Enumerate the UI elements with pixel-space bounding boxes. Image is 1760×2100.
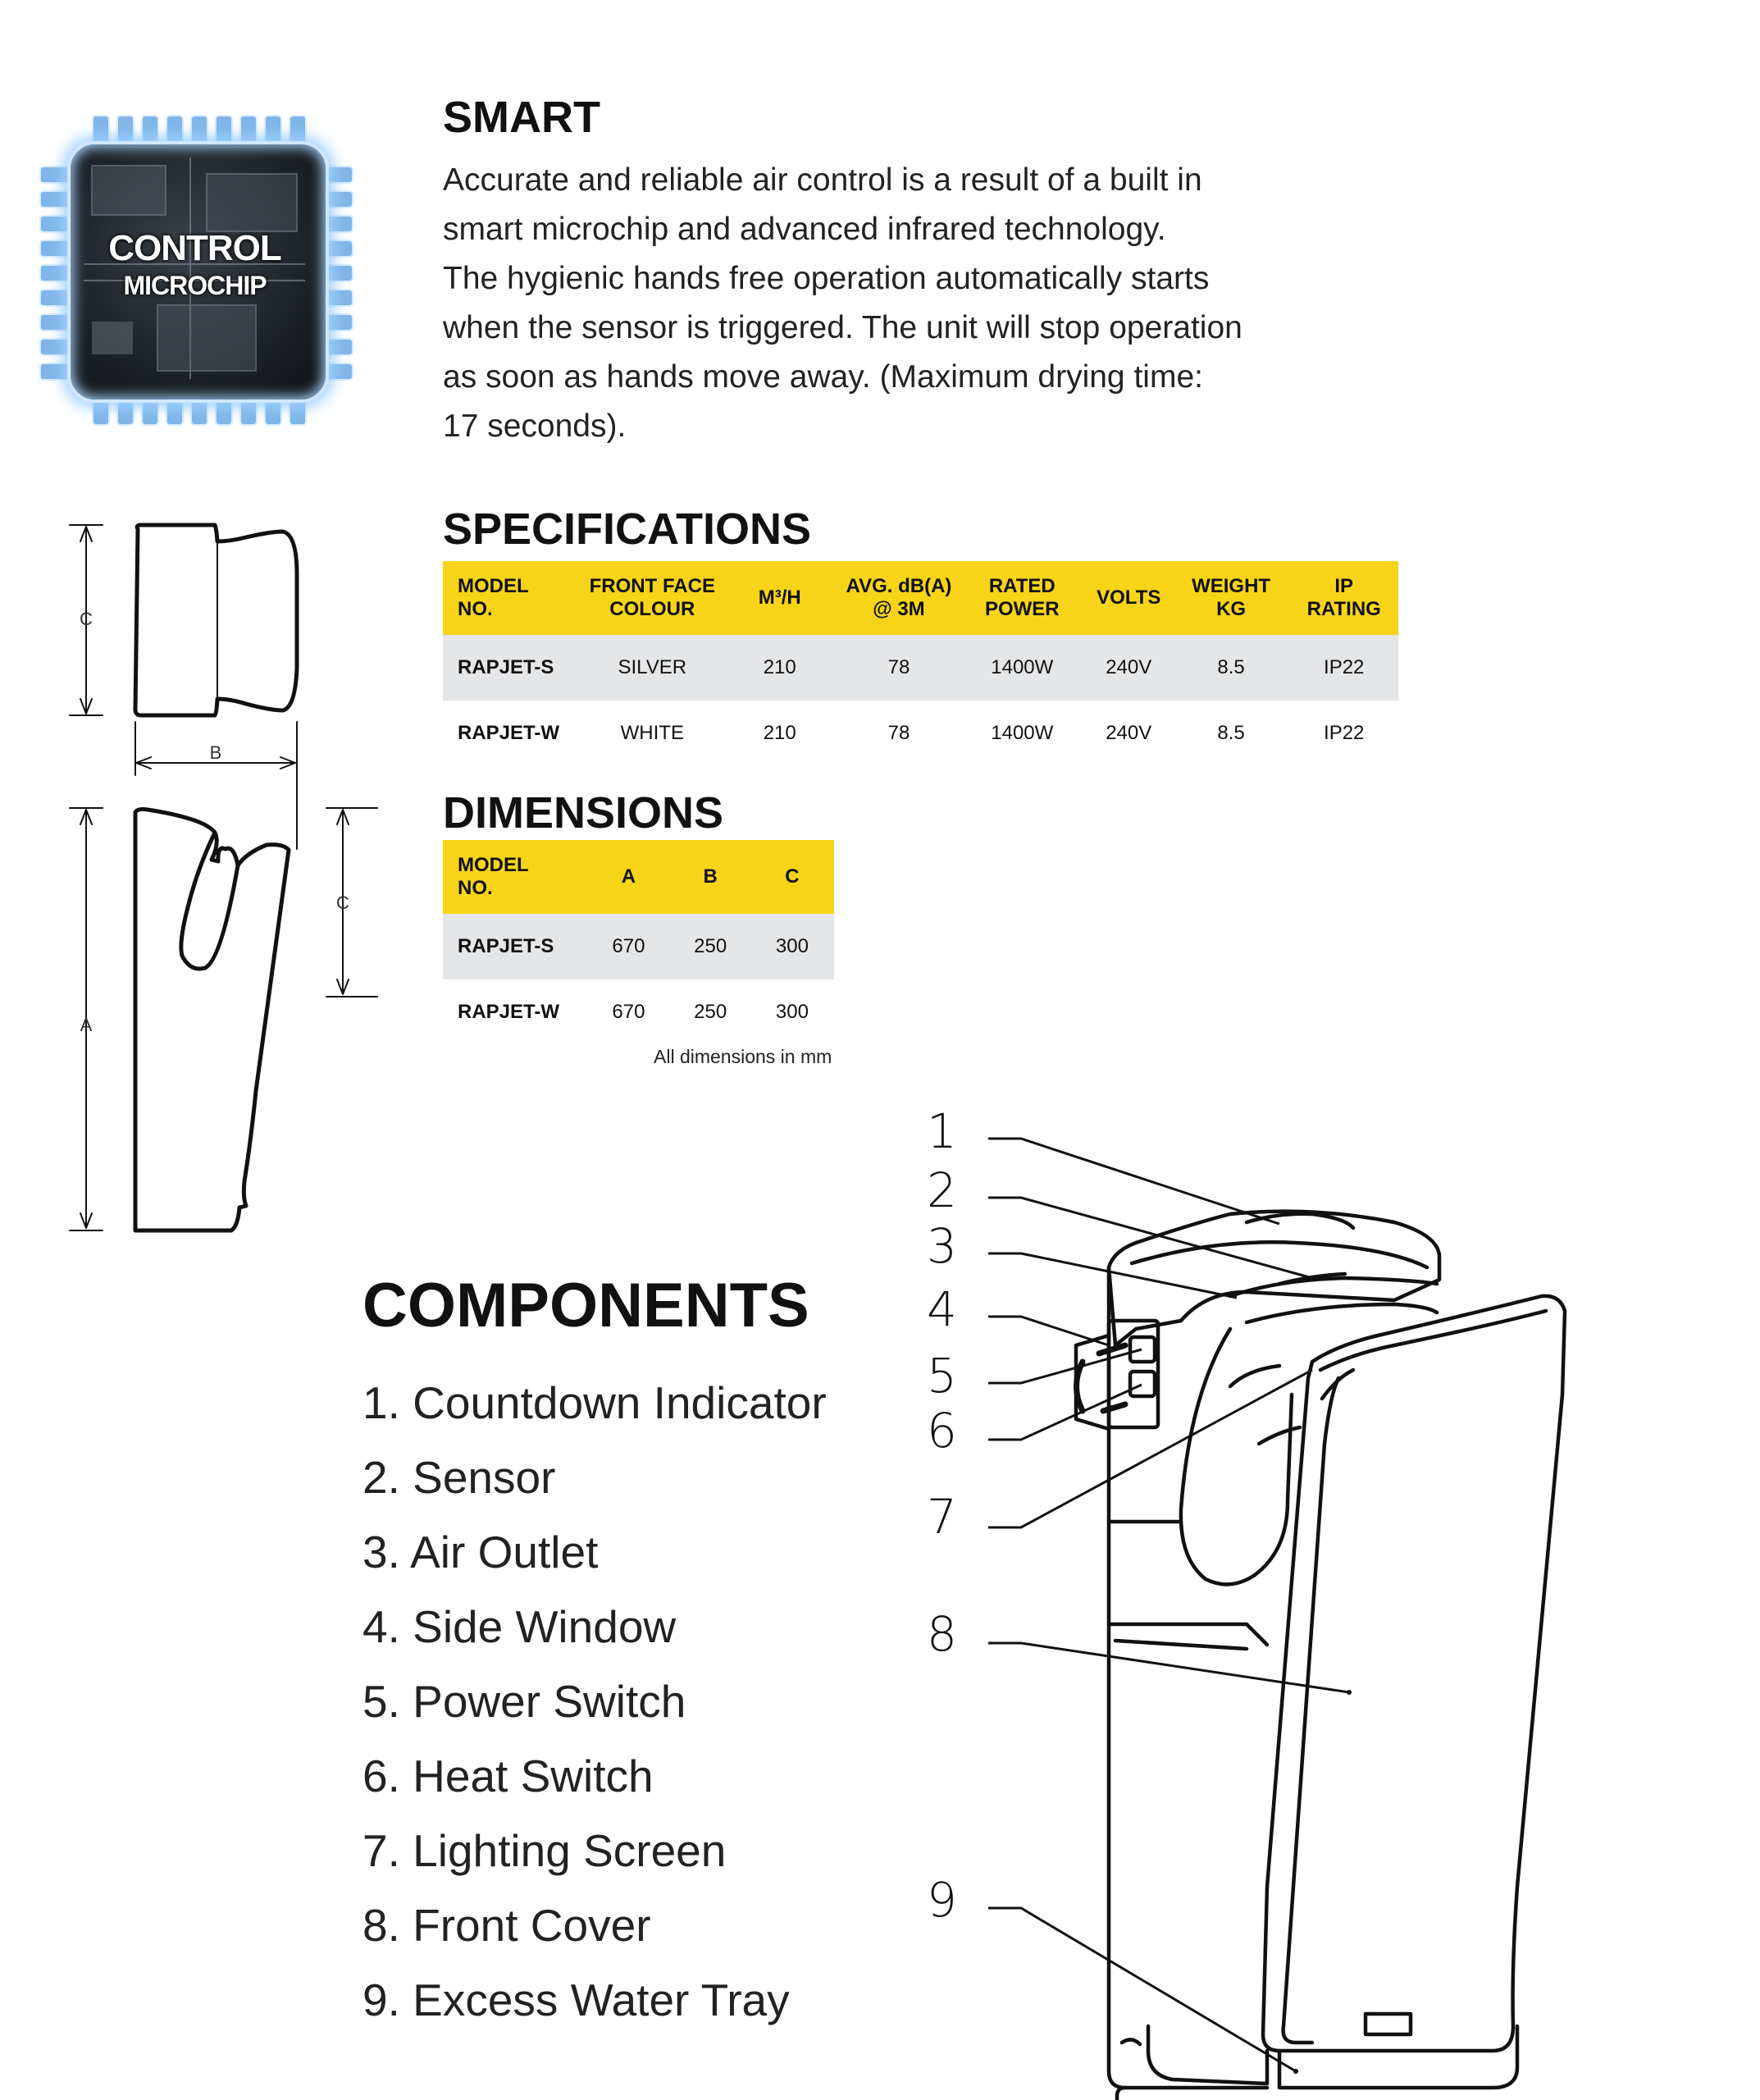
table-cell: IP22 xyxy=(1324,722,1365,744)
smart-line: 17 seconds). xyxy=(443,409,627,444)
smart-line: when the sensor is triggered. The unit will stop operation xyxy=(443,310,1242,345)
dim-label-c-side: C xyxy=(336,892,349,913)
table-cell: 240V xyxy=(1106,722,1152,744)
list-item: 4. Side Window xyxy=(362,1601,677,1652)
table-cell: 78 xyxy=(887,722,910,744)
spec-header-airflow: M³/H xyxy=(721,561,838,635)
smart-line: as soon as hands move away. (Maximum drying time: xyxy=(443,359,1203,395)
heat-switch xyxy=(1130,1372,1155,1396)
table-cell: 300 xyxy=(775,1001,809,1023)
table-cell: 250 xyxy=(671,914,750,979)
dimensions-note: All dimensions in mm xyxy=(654,1046,832,1067)
table-cell: 670 xyxy=(612,1001,645,1023)
table-cell: 8.5 xyxy=(1173,635,1290,701)
table-cell: 300 xyxy=(750,914,834,979)
smart-line: The hygienic hands free operation automatically starts xyxy=(443,261,1210,296)
table-cell: RAPJET-W xyxy=(458,722,560,744)
spec-header-volts: VOLTS xyxy=(1085,561,1173,635)
table-cell: 8.5 xyxy=(1217,722,1245,744)
dimensions-heading: DIMENSIONS xyxy=(443,788,724,838)
table-cell: WHITE xyxy=(620,722,684,744)
callout-number: 6 xyxy=(927,1403,957,1459)
callout-number: 1 xyxy=(927,1103,957,1159)
list-item: 1. Countdown Indicator xyxy=(362,1377,827,1428)
list-item: 9. Excess Water Tray xyxy=(362,1974,790,2025)
dim-header-a: A xyxy=(586,840,670,914)
spec-header-power: RATED POWER xyxy=(960,561,1085,635)
spec-header-ip: IP RATING xyxy=(1289,561,1398,635)
table-cell: 1400W xyxy=(960,635,1085,701)
table-cell: 250 xyxy=(694,1001,727,1023)
dim-label-b: B xyxy=(209,742,222,763)
dim-header-b: B xyxy=(671,840,750,914)
table-cell: RAPJET-S xyxy=(443,914,586,979)
list-item: 2. Sensor xyxy=(362,1452,556,1503)
callout-number: 8 xyxy=(927,1606,957,1662)
table-cell: RAPJET-S xyxy=(443,635,583,701)
components-heading: COMPONENTS xyxy=(362,1271,809,1340)
table-cell: 1400W xyxy=(991,722,1054,744)
list-item: 5. Power Switch xyxy=(362,1676,686,1727)
power-switch xyxy=(1130,1337,1155,1362)
list-item: 3. Air Outlet xyxy=(362,1527,599,1577)
callout-number: 5 xyxy=(927,1348,957,1404)
list-item: 6. Heat Switch xyxy=(362,1751,654,1801)
callout-number: 2 xyxy=(927,1162,957,1218)
front-cover-pointer xyxy=(1347,1690,1352,1695)
list-item: 7. Lighting Screen xyxy=(362,1825,727,1876)
chip-label-microchip: MICROCHIP xyxy=(123,271,267,300)
table-cell: IP22 xyxy=(1289,635,1398,701)
spec-header-model: MODEL NO. xyxy=(443,561,583,635)
callout-number: 9 xyxy=(927,1872,957,1928)
spec-header-weight: WEIGHT KG xyxy=(1173,561,1290,635)
smart-line: smart microchip and advanced infrared technology. xyxy=(443,212,1166,247)
table-cell: SILVER xyxy=(583,635,721,701)
dim-label-a: A xyxy=(80,1015,93,1035)
table-cell: RAPJET-W xyxy=(458,1001,560,1023)
table-cell: 210 xyxy=(721,635,838,701)
spec-header-noise: AVG. dB(A) @ 3M xyxy=(838,561,960,635)
smart-line: Accurate and reliable air control is a result of a built in xyxy=(443,162,1202,198)
table-cell: 78 xyxy=(838,635,960,701)
table-cell: 210 xyxy=(763,722,796,744)
dim-header-c: C xyxy=(750,840,834,914)
chip-label-control: CONTROL xyxy=(108,228,281,268)
specifications-heading: SPECIFICATIONS xyxy=(443,504,812,554)
smart-heading: SMART xyxy=(443,93,600,142)
callout-number: 3 xyxy=(927,1218,957,1274)
callout-number: 7 xyxy=(927,1489,957,1545)
excess-water-tray xyxy=(1117,2088,1125,2100)
spec-header-colour: FRONT FACE COLOUR xyxy=(583,561,721,635)
list-item: 8. Front Cover xyxy=(362,1900,651,1951)
tray-pointer xyxy=(1293,2069,1298,2074)
table-cell: 240V xyxy=(1085,635,1173,701)
dim-header-model: MODEL NO. xyxy=(443,840,586,914)
callout-number: 4 xyxy=(927,1281,957,1337)
table-cell: 670 xyxy=(586,914,670,979)
dim-label-c-top: C xyxy=(80,609,93,629)
